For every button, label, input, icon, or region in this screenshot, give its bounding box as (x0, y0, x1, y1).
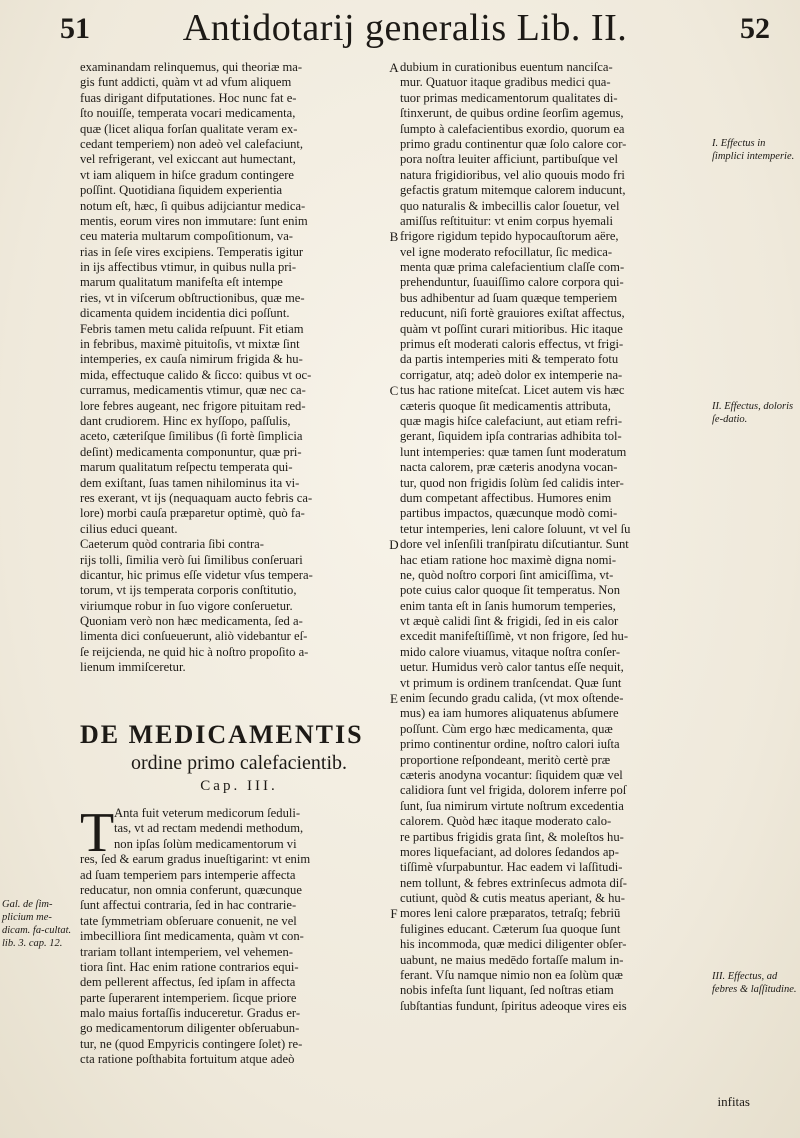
text-line: tuor primas medicamentorum qualitates di- (400, 90, 618, 105)
text-line: uabunt, ne maius medēdo fortaſſe malum in- (400, 952, 624, 967)
text-line: quo naturalis & imbecillis calor ſouetur, vel (400, 198, 620, 213)
text-line: fuligines educant. Cæterum ſua quoque ſunt (400, 921, 621, 936)
text-line: mur. Quatuor itaque gradibus medici qua- (400, 75, 611, 90)
text-line: ad ſuam temperiem pars intemperie affecta (80, 867, 296, 882)
text-line: reducunt, niſi fortè grauiores exiſtat affectus, (400, 306, 625, 321)
text-line: calidiora ſunt vel frigida, dolorem inferre poſ (400, 783, 627, 798)
text-line: primus eſt moderati caloris effectus, vt frigi- (400, 337, 624, 352)
text-line: ries, vt in viſcerum obſtructionibus, quæ me- (80, 290, 305, 305)
section-letter-f: F (390, 906, 398, 921)
text-line: Quoniam verò non hæc medicamenta, ſed a- (80, 614, 303, 629)
text-line: trariam tollant intemperiem, vel vehemen- (80, 944, 293, 959)
running-title: Antidotarij generalis Lib. II. (182, 7, 628, 49)
text-line: cta ratione poſthabita fortuitum atque adeò (80, 1052, 295, 1067)
text-line: malo maius fortaſſis induceretur. Gradus er- (80, 1006, 301, 1021)
text-line: non ipſas ſolùm medicamentorum vi (114, 836, 297, 851)
text-line: tas, vt ad rectam medendi methodum, (114, 821, 304, 836)
text-line: dicantur, hic primus eſſe videtur vſus tempera- (80, 567, 313, 582)
text-line: Febris tamen metu calida reſpuunt. Fit etiam (80, 321, 304, 336)
margin-note-galen: Gal. de ſim-plicium me-dicam. fa-cultat. lib. 3. cap. 12. (2, 899, 72, 949)
text-line: mentis, eorum vires non immutare: ſunt enim (80, 213, 308, 228)
text-line: vt primum is ordinem tranſcendat. Quæ ſunt (400, 675, 622, 690)
text-line: tate ſymmetriam obſeruare conuenit, ne vel (80, 913, 297, 928)
text-line: poſſint. Quotidiana ſiquidem experientia (80, 183, 283, 198)
text-line: gerant, ſiquidem ipſa contrarias adhibita tol- (400, 429, 622, 444)
left-column-bottom (80, 802, 398, 1068)
text-line: lore) morbi cauſa præparetur optimè, quò fa- (80, 506, 305, 521)
text-line: tiſſimè vſurpabuntur. Hac eadem vi laſſitudi- (400, 860, 623, 875)
text-line: enim tanta eſt in ſanis humorum temperies, (400, 598, 616, 613)
text-line: gis funt addicti, quàm vt ad vfum aliquem (80, 75, 292, 90)
text-line: ſto nouiſſe, temperata vocari medicamenta, (80, 106, 296, 121)
catchword: infitas (717, 1094, 750, 1109)
text-line: torum, vt ijs temperata corporis conſtitutio, (80, 583, 297, 598)
text-line: lienum immiſceretur. (80, 660, 186, 675)
right-column (400, 60, 706, 1014)
text-line: menta quæ prima calefacientium claſſe com- (400, 260, 625, 275)
text-line: ſunt, ſua nimirum virtute noſtrum excedentia (400, 798, 624, 813)
text-line: in febribus, maximè pituitoſis, vt mixtæ ſint (80, 337, 300, 352)
text-line: pora noſtra leuiter afficiunt, partibuſque vel (400, 152, 618, 167)
text-line: natura frigidioribus, vel alio quouis modo fri (400, 167, 625, 182)
text-line: parte ſuperarent intemperiem. ſicque priore (80, 990, 297, 1005)
text-line: lore febres augeant, nec frigore pituitam red- (80, 398, 306, 413)
text-line: tur, ne (quod Empyricis contingere ſolet) re- (80, 1036, 303, 1051)
text-line: limenta dici conſueuerunt, aliò videbantur eſ- (80, 629, 308, 644)
text-line: poſſunt. Cùm ergo hæc medicamenta, quæ (400, 721, 613, 736)
text-line: curramus, medicamentis vtimur, quæ nec ca- (80, 383, 306, 398)
text-line: amiſſus reſtituitur: vt enim corpus hyemali (400, 213, 614, 228)
text-line: examinandam relinquemus, qui theoriæ ma- (80, 60, 303, 74)
margin-note-effect-1: I. Effectus in ſimplici intemperie. (712, 138, 795, 162)
section-letter-b: B (389, 229, 399, 244)
text-line: tus hac ratione miteſcat. Licet autem vis hæc (400, 383, 625, 398)
text-line: ſubſtantias fundunt, ſpiritus adeoque vires eis (400, 998, 627, 1013)
text-line: da partis intemperies miti & temperato fotu (400, 352, 619, 367)
text-line: mido calore viuamus, vitaque noſtra conſer- (400, 644, 621, 659)
text-line: dore vel inſenſili tranſpiratu diſcutiantur. Sunt (400, 537, 629, 552)
text-line: dem exiſtant, ſuas tamen nihilominus ita vi- (80, 475, 300, 490)
text-line: ſumpto à calefacientibus exordio, quorum ea (400, 121, 625, 136)
text-line: ne, quòd noſtro corpori ſint amiciſſima, vt- (400, 567, 614, 582)
text-line: rias in ſeſe vires excipiens. Temperatis igitur (80, 244, 304, 259)
text-line: proportione reſpondeant, meritò certè præ (400, 752, 611, 767)
text-line: quæ magis hiſce calefaciunt, aut etiam refri- (400, 413, 623, 428)
section-letter-e: E (390, 691, 398, 706)
text-line: aceto, cæteriſque ſimilibus (ſi fortè ſimplicia (80, 429, 303, 444)
left-column-top (80, 60, 398, 676)
text-line: prehenduntur, ſuauiſſimo calore corpora qui- (400, 275, 624, 290)
text-line: corrigatur, atq; adeò dolor ex intemperie na- (400, 367, 623, 382)
margin-note-effect-2: II. Effectus, doloris ſe-datio. (712, 401, 794, 425)
text-line: dubium in curationibus euentum nanciſca- (400, 60, 613, 74)
text-line: gefactis gratum mitemque calorem inducunt, (400, 183, 626, 198)
section-letter-d: D (389, 537, 399, 552)
page-number-left: 51 (60, 12, 90, 45)
page-header (40, 6, 770, 52)
text-line: ſtinxerunt, de quibus ordine ſeorſim agemus, (400, 106, 624, 121)
drop-cap: T (80, 802, 115, 864)
text-line: re partibus frigidis grata ſint, & moleſtos hu- (400, 829, 624, 844)
text-line: frigore rigidum tepido hypocauſtorum aëre, (400, 229, 619, 244)
text-line: mores leni calore præparatos, tetraſq; febriū (400, 906, 621, 921)
text-line: mida, effectuque calido & ſicco: quibus vt oc- (80, 367, 312, 382)
text-line: marum qualitatum reſpectu temperata qui- (80, 460, 293, 475)
text-line: ſe reijcienda, ne quid hic à noſtro propoſito a- (80, 644, 309, 659)
text-line: marum qualitatum manifeſta eſt intempe (80, 275, 283, 290)
text-line: in ijs affectibus vtimur, in quibus nulla pri- (80, 260, 297, 275)
text-line: res exerant, vt ijs (nequaquam aucto febris ca- (80, 490, 313, 505)
text-line: go medicamentorum diligenter obſeruabun- (80, 1021, 300, 1036)
text-line: nacta calorem, præ cæteris anodyna vocan- (400, 460, 618, 475)
text-line: bus adhibentur ad ſuam quæque temperiem (400, 290, 618, 305)
text-line: enim ſecundo gradu calida, (vt mox oſtende- (400, 691, 624, 706)
chapter-heading: Cap. III. (200, 778, 278, 794)
text-line: dant crudiorem. Hinc ex hyſſopo, paſſulis, (80, 413, 291, 428)
text-line: dem pellerent affectus, ſed ipſam in affecta (80, 975, 296, 990)
text-line: primo gradu continentur quæ ſolo calore cor- (400, 136, 627, 151)
text-line: vt iam aliquem in hiſce gradum contingere (80, 167, 295, 182)
section-title: DE MEDICAMENTIS (80, 720, 364, 749)
text-line: ceu materia multarum compoſitionum, va- (80, 229, 293, 244)
text-line: tetur intemperies, leni calore ſoluunt, vt vel ſu (400, 521, 631, 536)
text-line: dicamenta quidem incidentia dici poſſunt. (80, 306, 290, 321)
text-line: tiora ſint. Hac enim ratione contrarios equi- (80, 959, 299, 974)
text-line: vt æquè calidi ſint & frigidi, ſed in eis calor (400, 614, 619, 629)
text-line: uetur. Humidus verò calor tantus eſſe nequit, (400, 660, 624, 675)
text-line: rijs tolli, ſimilia verò ſui ſimilibus conſeruari (80, 552, 303, 567)
text-line: Caeterum quòd contraria ſibi contra- (80, 537, 264, 552)
text-line: ſunt affectui contraria, ſed in hac contrarie- (80, 898, 297, 913)
text-line: imbecilliora ſint medicamenta, quàm vt con- (80, 929, 304, 944)
text-line: pote cuius calor quoque ſit temperatus. Non (400, 583, 620, 598)
text-line: tur, quod non frigidis ſolùm ſed calidis inter- (400, 475, 624, 490)
text-line: mus) ea iam humores aliquatenus abſumere (400, 706, 619, 721)
text-line: partibus impactos, quæcunque modò comi- (400, 506, 618, 521)
text-line: fuas dirigant difputationes. Hoc nunc fat e- (80, 90, 297, 105)
text-line: quàm vt poſſint curari mitioribus. Hic itaque (400, 321, 623, 336)
text-line: nobis infeſta ſunt liquant, ſed noſtras etiam (400, 983, 614, 998)
page-number-right: 52 (740, 12, 770, 45)
text-line: res, ſed & earum gradus inueſtigarint: vt enim (80, 852, 311, 867)
text-line: reducatur, non omnia conferunt, quæcunque (80, 882, 302, 897)
text-line: cutiunt, quòd & cutis meatus aperiant, & hu- (400, 891, 625, 906)
text-line: cæteris anodyna vocantur: ſiquidem quæ vel (400, 767, 623, 782)
text-line: excedit manifeſtiſſimè, vt non frigore, ſed hu- (400, 629, 629, 644)
margin-note-effect-3: III. Effectus, ad febres & laſſitudine. (712, 971, 797, 995)
text-line: vel refrigerant, vel exiccant aut humectant, (80, 152, 296, 167)
text-line: ferant. Vſu namque nimio non ea ſolùm quæ (400, 968, 623, 983)
text-line: mores liquefaciant, ad dolores ſedandos ap- (400, 844, 619, 859)
section-letter-c: C (389, 383, 399, 398)
text-line: his incommoda, quæ medici diligenter obſer- (400, 937, 627, 952)
text-line: viriumque robur in ſuo vigore conſeruetur. (80, 598, 293, 613)
section-letter-a: A (389, 60, 399, 75)
text-line: vel igne moderato refocillatur, ſic medica- (400, 244, 613, 259)
section-subtitle: ordine primo calefacientib. (130, 752, 347, 774)
text-line: hac etiam ratione hoc maximè digna nomi- (400, 552, 617, 567)
text-line: dum competant affectibus. Humores enim (400, 490, 612, 505)
text-line: notum eſt, hæc, ſi quibus adijciantur medica- (80, 198, 306, 213)
text-line: calorem. Quòd hæc itaque moderato calo- (400, 814, 612, 829)
text-line: cilius educi queant. (80, 521, 178, 536)
text-line: intemperies, ex cauſa nimirum frigida & hu- (80, 352, 303, 367)
text-line: lunt intemperies: quæ tamen ſunt moderatum (400, 444, 627, 459)
text-line: nem tollunt, & febres extrinſecus admota diſ- (400, 875, 627, 890)
text-line: primo continentur ordine, noſtro calori iuſta (400, 737, 620, 752)
text-line: cæteris quoque ſit medicamentis attributa, (400, 398, 611, 413)
text-line: Anta fuit veterum medicorum ſeduli- (114, 806, 301, 820)
text-line: cedant temperiem) non adeò vel calefaciunt, (80, 136, 304, 151)
text-line: quæ (licet aliqua forſan qualitate veram ex- (80, 121, 298, 136)
text-line: deſint) medicamenta componuntur, quæ pri- (80, 444, 302, 459)
